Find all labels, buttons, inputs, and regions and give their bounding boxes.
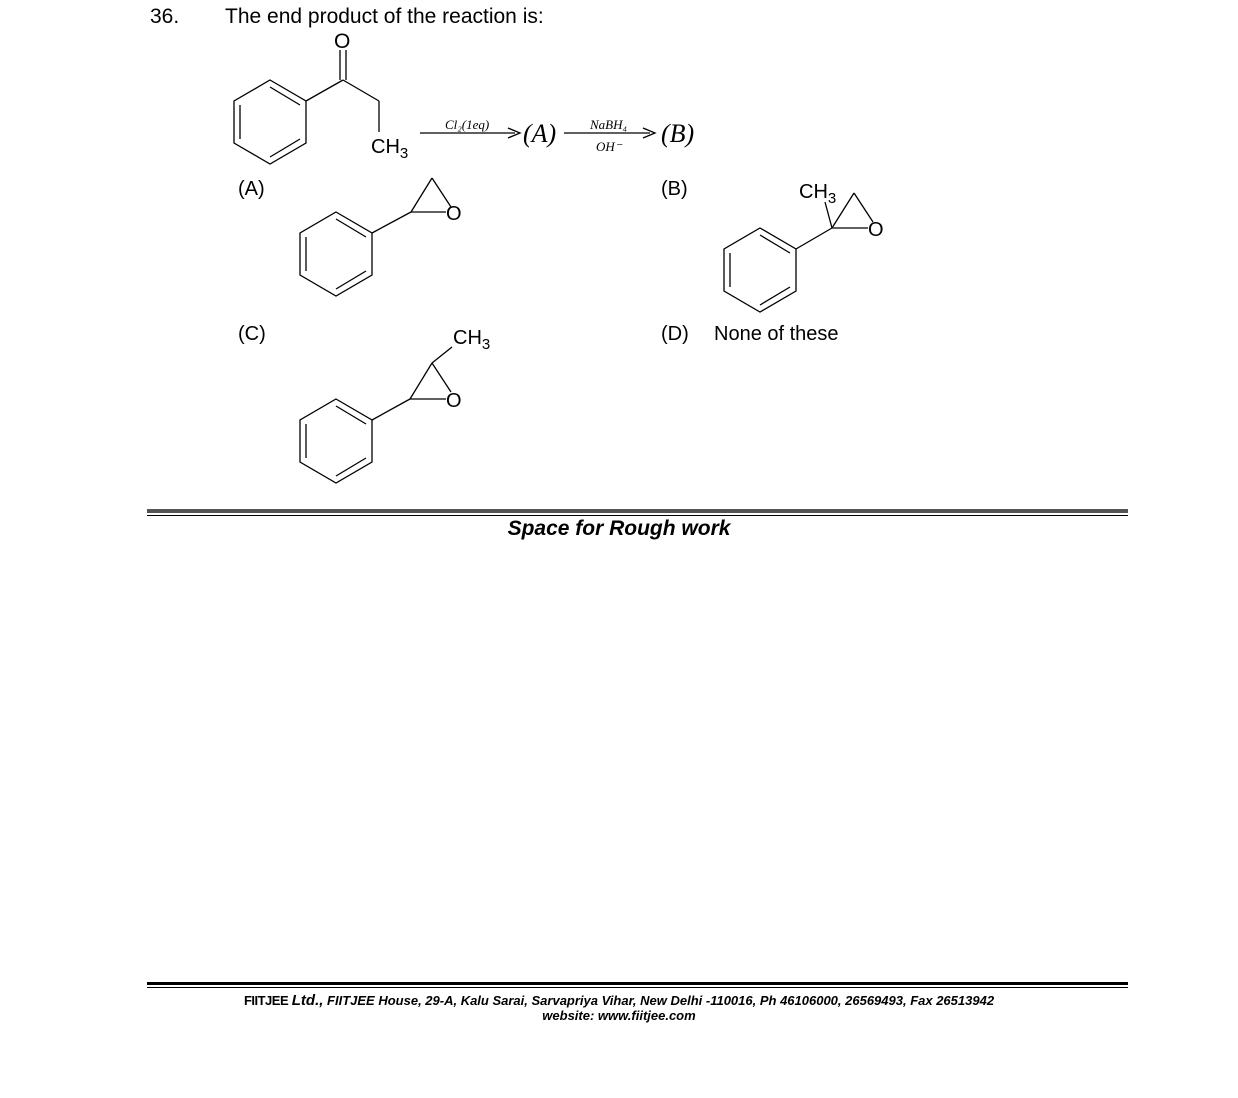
option-b-structure [724,193,873,312]
footer-divider [147,982,1128,985]
reagent-2-bottom: OH⁻ [596,139,622,154]
question-number: 36. [150,5,180,28]
reactant-benzene-ring [234,80,306,164]
option-d-text: None of these [714,323,839,345]
reagent-1: Cl₂(1eq) [445,117,490,132]
option-b-ch3: $CH_3$ [799,181,837,207]
footer-address: FIITJEE House, 29-A, Kalu Sarai, Sarvapriya Vihar, New Delhi -110016, Ph 46106000, 26569493, Fax 26513942 [327,993,995,1008]
intermediate-a: (A) [523,119,557,148]
reactant-ch3-label: $CH_3$ [371,136,409,162]
divider [147,515,1128,516]
option-a-label[interactable]: (A) [238,178,265,200]
question-text: The end product of the reaction is: [225,5,544,28]
footer-address-line [0,992,1238,1009]
option-c-structure [300,347,452,483]
footer-website[interactable]: website: www.fiitjee.com [542,1008,696,1023]
product-b: (B) [661,119,695,148]
bond [306,80,343,101]
option-c-oxygen: O [446,390,462,412]
reagent-2-top: NaBH₄ [590,117,628,132]
option-a-oxygen: O [446,203,462,225]
rough-work-heading: Space for Rough work [507,517,731,540]
footer-ltd: Ltd., [291,992,324,1009]
bond [343,80,379,101]
option-d-label[interactable]: (D) [661,323,689,345]
footer-divider [147,987,1128,988]
option-c-label[interactable]: (C) [238,323,266,345]
divider [147,509,1128,513]
footer-brand: FIITJEE [243,993,289,1008]
option-b-oxygen: O [868,219,884,241]
option-b-label[interactable]: (B) [661,178,688,200]
reactant-oxygen-label: O [334,30,351,53]
option-a-structure [300,178,451,296]
option-c-ch3: $CH_3$ [453,327,491,353]
